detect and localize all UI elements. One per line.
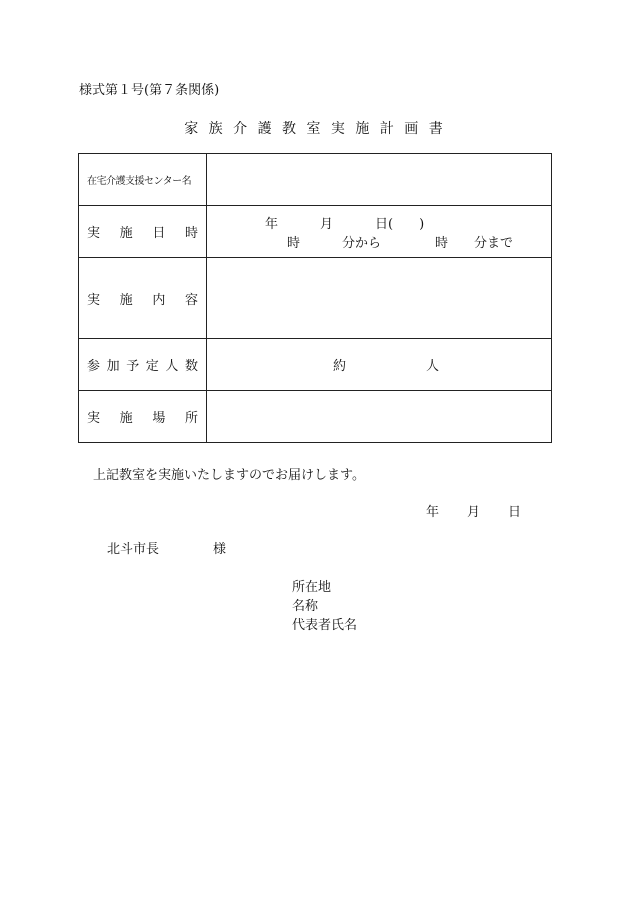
venue-label-cell bbox=[79, 391, 207, 443]
hour-from-marker: 時 bbox=[287, 235, 301, 251]
venue-field[interactable] bbox=[207, 391, 552, 443]
participants-row bbox=[79, 339, 552, 391]
applicant-address-label: 所在地 bbox=[292, 580, 332, 595]
venue-row bbox=[79, 391, 552, 443]
center-name-field[interactable] bbox=[207, 154, 552, 206]
venue-label bbox=[87, 407, 198, 426]
venue-label-char: 所 bbox=[184, 411, 198, 426]
year-marker: 年 bbox=[265, 216, 279, 232]
participants-label-char: 予 bbox=[126, 359, 140, 374]
participants-label-char: 数 bbox=[184, 359, 198, 374]
venue-label-char: 場 bbox=[152, 411, 166, 426]
participants-label-char: 人 bbox=[165, 359, 179, 374]
addressee-honorific: 様 bbox=[213, 542, 227, 557]
applicant-representative-label: 代表者氏名 bbox=[292, 618, 358, 633]
center-name-label-cell bbox=[79, 154, 207, 206]
minute-from-marker: 分から bbox=[342, 235, 382, 251]
participants-label-char: 参 bbox=[87, 359, 101, 374]
weekday-paren: ( ) bbox=[388, 216, 425, 232]
submission-month-marker: 月 bbox=[467, 505, 481, 520]
submission-year-marker: 年 bbox=[426, 505, 440, 520]
datetime-field[interactable] bbox=[207, 206, 552, 258]
document-title: 家 族 介 護 教 室 実 施 計 画 書 bbox=[184, 121, 446, 137]
content-field[interactable] bbox=[207, 258, 552, 339]
form-number: 様式第１号(第７条関係) bbox=[79, 83, 220, 98]
content-label-cell bbox=[79, 258, 207, 339]
hour-to-marker: 時 bbox=[435, 235, 449, 251]
addressee-name: 北斗市長 bbox=[107, 542, 160, 557]
datetime-row bbox=[79, 206, 552, 258]
plan-form-table bbox=[78, 153, 552, 443]
participants-label-char: 定 bbox=[145, 359, 159, 374]
day-marker: 日 bbox=[375, 216, 389, 232]
participants-label-cell bbox=[79, 339, 207, 391]
datetime-label-char: 実 bbox=[87, 226, 101, 241]
datetime-date-line bbox=[207, 213, 551, 232]
participants-label bbox=[87, 355, 198, 374]
submission-date bbox=[426, 501, 521, 520]
venue-label-char: 施 bbox=[119, 411, 133, 426]
datetime-time-line bbox=[207, 232, 551, 251]
content-label bbox=[87, 289, 198, 308]
datetime-label-char: 日 bbox=[152, 226, 166, 241]
minute-to-marker: 分まで bbox=[474, 235, 514, 251]
content-row bbox=[79, 258, 552, 339]
center-name-row bbox=[79, 154, 552, 206]
approx-marker: 約 bbox=[333, 359, 347, 374]
venue-label-char: 実 bbox=[87, 411, 101, 426]
notice-text: 上記教室を実施いたしますのでお届けします。 bbox=[93, 468, 365, 483]
participants-label-char: 加 bbox=[106, 359, 120, 374]
content-label-char: 実 bbox=[87, 292, 101, 308]
month-marker: 月 bbox=[320, 216, 334, 232]
datetime-label-char: 時 bbox=[184, 226, 198, 241]
participants-field[interactable] bbox=[207, 339, 552, 391]
center-name-label: 在宅介護支援センター名 bbox=[87, 175, 192, 187]
datetime-label bbox=[87, 222, 198, 241]
content-label-char: 施 bbox=[119, 292, 133, 308]
datetime-label-char: 施 bbox=[119, 226, 133, 241]
applicant-name-label: 名称 bbox=[292, 599, 319, 614]
submission-day-marker: 日 bbox=[508, 505, 522, 520]
content-label-char: 容 bbox=[184, 292, 198, 308]
addressee bbox=[107, 538, 226, 557]
person-unit-marker: 人 bbox=[426, 359, 440, 374]
datetime-label-cell bbox=[79, 206, 207, 258]
content-label-char: 内 bbox=[152, 292, 166, 308]
